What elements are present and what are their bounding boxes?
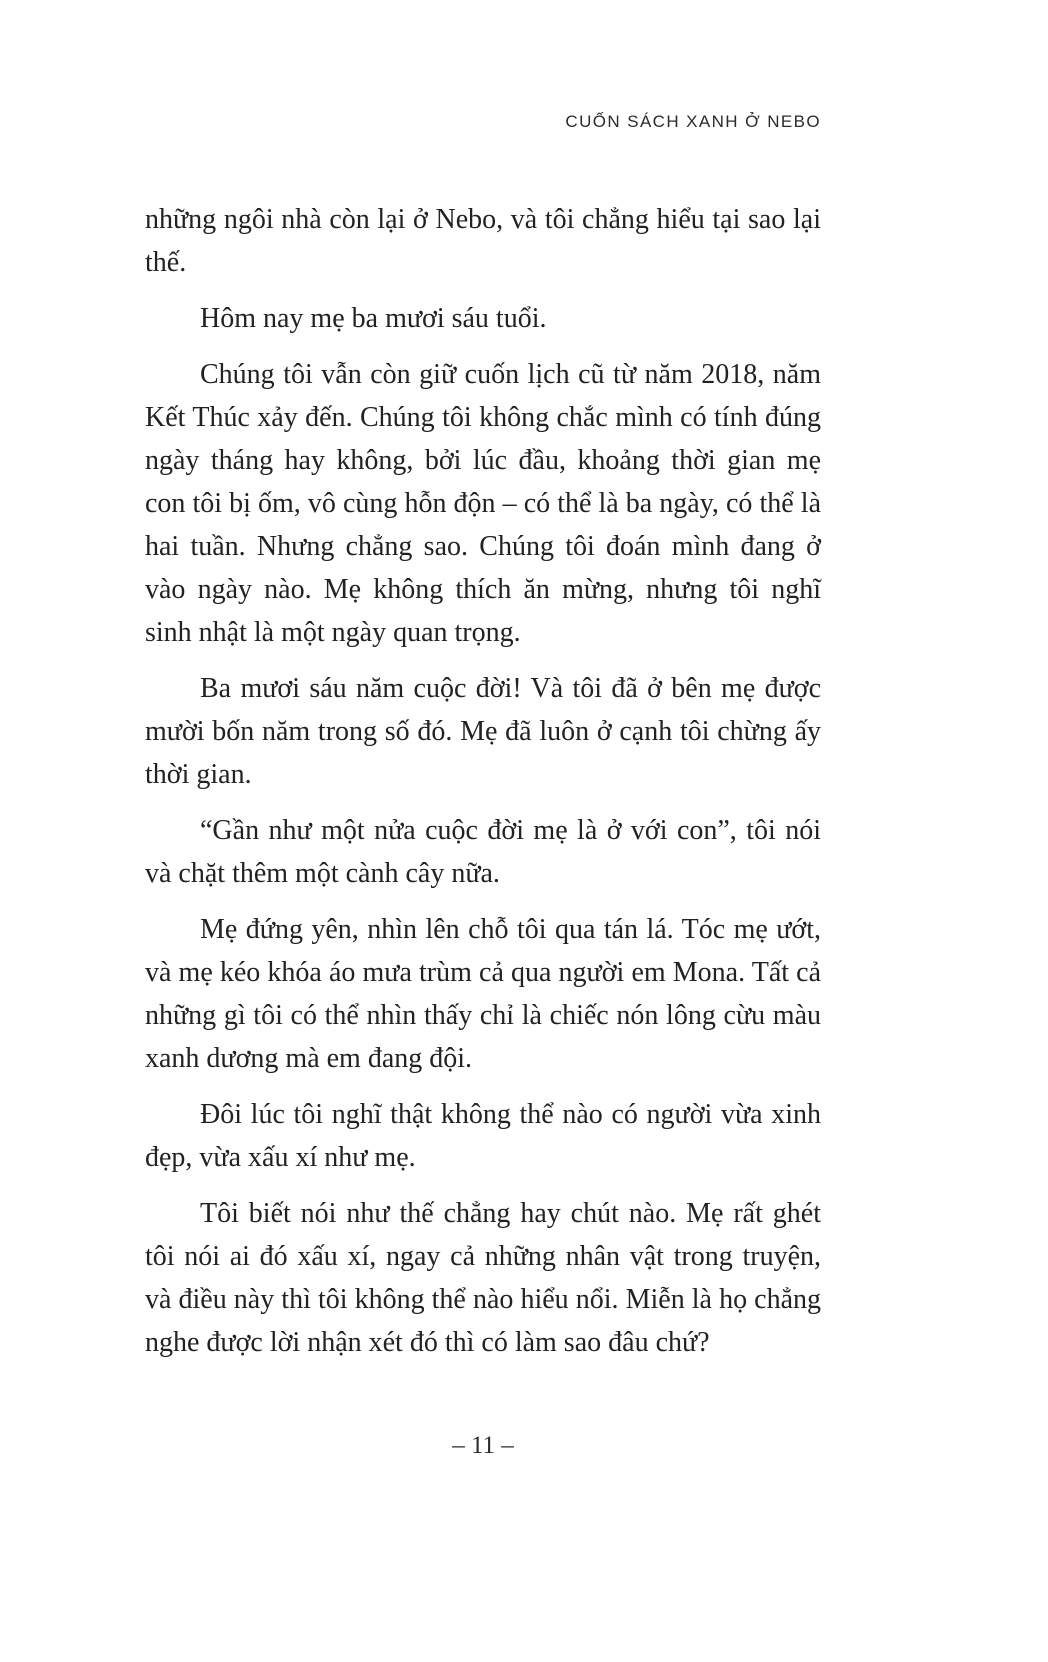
paragraph: Chúng tôi vẫn còn giữ cuốn lịch cũ từ năm 2018, năm Kết Thúc xảy đến. Chúng tôi không chắc mình có tính đúng ngày tháng hay không, bởi lúc đầu, khoảng thời gian mẹ con tôi bị ốm, vô cùng hỗn độn – có thể là ba ngày, có thể là hai tuần. Nhưng chẳng sao. Chúng tôi đoán mình đang ở vào ngày nào. Mẹ không thích ăn mừng, nhưng tôi nghĩ sinh nhật là một ngày quan trọng.: [145, 359, 821, 648]
page-number: – 11 –: [452, 1432, 514, 1459]
paragraph: Hôm nay mẹ ba mươi sáu tuổi.: [200, 303, 547, 334]
paragraph: Đôi lúc tôi nghĩ thật không thể nào có người vừa xinh đẹp, vừa xấu xí như mẹ.: [145, 1099, 821, 1173]
paragraph: “Gần như một nửa cuộc đời mẹ là ở với con”, tôi nói và chặt thêm một cành cây nữa.: [145, 815, 821, 889]
paragraph: Mẹ đứng yên, nhìn lên chỗ tôi qua tán lá. Tóc mẹ ướt, và mẹ kéo khóa áo mưa trùm cả qua người em Mona. Tất cả những gì tôi có thể nhìn thấy chỉ là chiếc nón lông cừu màu xanh dương mà em đang đội.: [145, 914, 821, 1074]
paragraph: Ba mươi sáu năm cuộc đời! Và tôi đã ở bên mẹ được mười bốn năm trong số đó. Mẹ đã luôn ở cạnh tôi chừng ấy thời gian.: [145, 673, 821, 790]
running-header: CUỐN SÁCH XANH Ở NEBO: [565, 112, 821, 131]
paragraph: Tôi biết nói như thế chẳng hay chút nào. Mẹ rất ghét tôi nói ai đó xấu xí, ngay cả những nhân vật trong truyện, và điều này thì tôi không thể nào hiểu nổi. Miễn là họ chẳng nghe được lời nhận xét đó thì có làm sao đâu chứ?: [145, 1198, 821, 1358]
paragraph: những ngôi nhà còn lại ở Nebo, và tôi chẳng hiểu tại sao lại thế.: [145, 204, 821, 278]
body-text-block: [145, 198, 821, 1377]
